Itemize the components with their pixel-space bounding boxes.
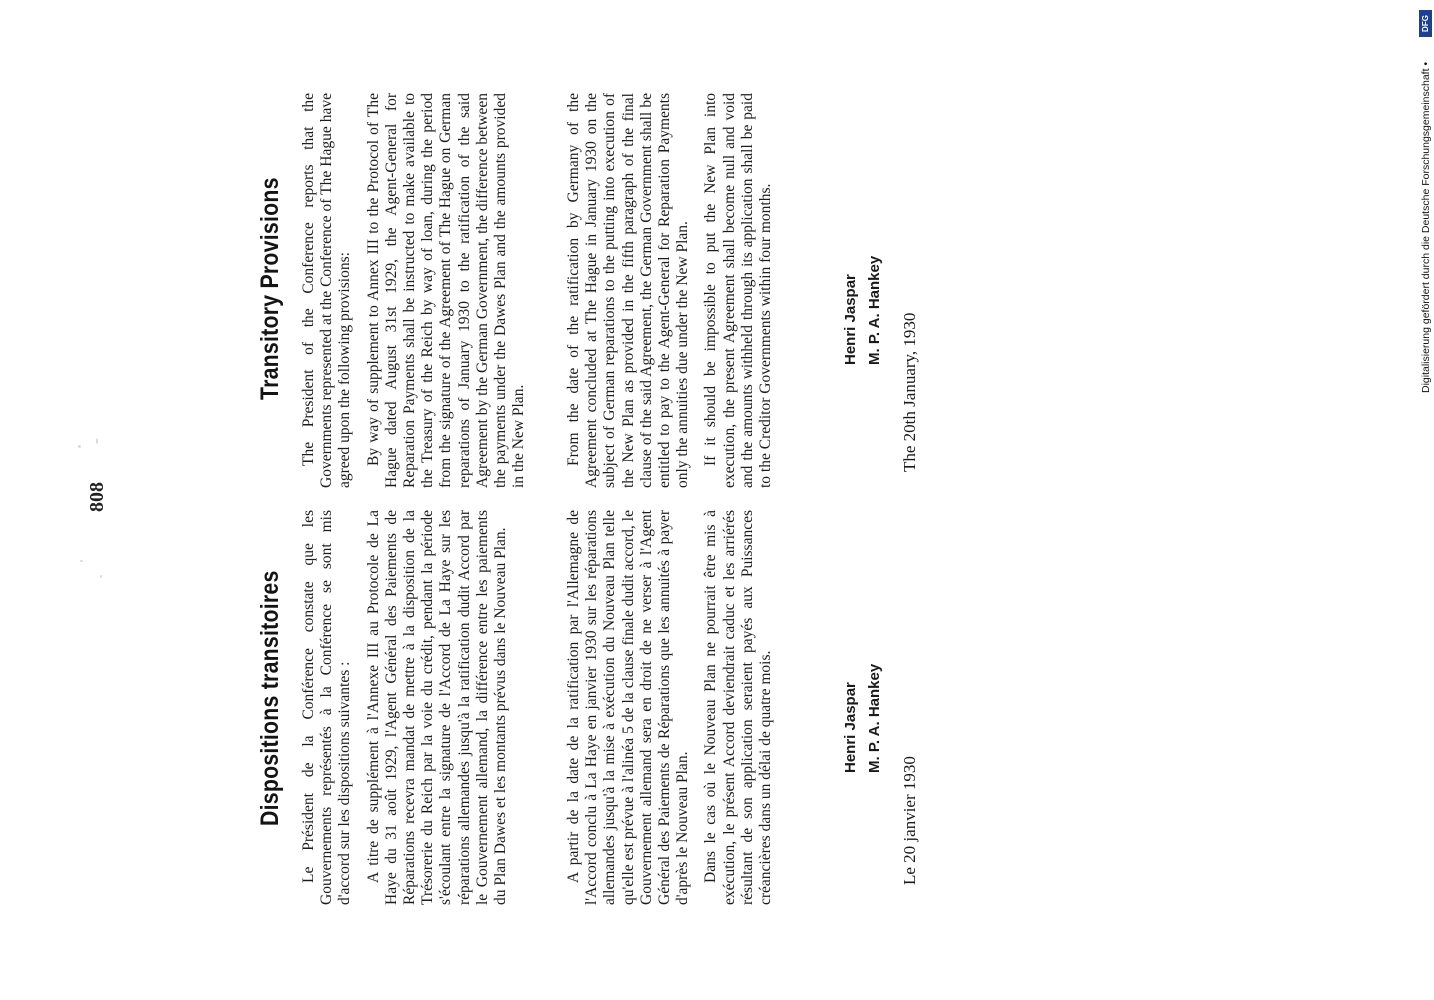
- english-body-2: [565, 93, 775, 488]
- page-number: 808: [86, 482, 108, 512]
- english-paragraph-1: The President of the Conference reports that the Governments represented at the Conference of The Hague have agreed upon the following provisions:: [300, 93, 354, 488]
- french-signatory-hankey: M. P. A. Hankey: [866, 663, 883, 773]
- french-paragraph-2: A titre de supplément à l'Annexe III au Protocole de La Haye du 31 août 1929, l'Agent Général des Paiements de Réparations recevra mandat de mettre à la disposition de la Trésorerie du Reich par la voie du crédit, pendant la période s'écoulant entre la signature de l'Accord de La Haye sur les réparations allemandes jusqu'à la ratification dudit Accord par le Gouvernement allemand, la différence entre les paiements du Plan Dawes et les montants prévus dans le Nouveau Plan.: [364, 510, 510, 905]
- digitisation-note: Digitalisierung gefördert durch die Deutsche Forschungsgemeinschaft •: [1420, 61, 1432, 393]
- french-paragraph-4: Dans le cas où le Nouveau Plan ne pourrait être mis à exécution, le présent Accord deviendrait caduc et les arriérés résultant de son application seraient payés aux Puissances créancières dans un délai de quatre mois.: [702, 510, 775, 905]
- french-body-2: [565, 510, 775, 905]
- english-signatory-jaspar: Henri Jaspar: [842, 274, 859, 365]
- dfg-logo-text: DFG: [1421, 15, 1431, 32]
- dfg-logo-icon: [1419, 10, 1432, 37]
- english-paragraph-2: By way of supplement to Annex III to the Protocol of The Hague dated August 31st 1929, the Agent-General for Reparation Payments shall be instructed to make available to the Treasury of the Reich by way of loan, during the period from the signature of the Agreement of The Hague on German reparations of January 1930 to the ratification of the said Agreement by the German Government, the difference between the payments under the Dawes Plan and the amounts provided in the New Plan.: [364, 93, 528, 488]
- english-date: The 20th January, 1930: [900, 312, 919, 472]
- french-date: Le 20 janvier 1930: [900, 756, 919, 885]
- english-signatory-hankey: M. P. A. Hankey: [866, 255, 883, 365]
- french-signatory-jaspar: Henri Jaspar: [842, 682, 859, 773]
- english-heading: Transitory Provisions: [256, 177, 284, 400]
- english-body: [300, 93, 528, 488]
- french-heading: Dispositions transitoires: [256, 570, 284, 826]
- french-paragraph-1: Le Président de la Conférence constate que les Gouvernements représentés à la Conférence se sont mis d'accord sur les dispositions suivantes :: [300, 510, 354, 905]
- english-paragraph-4: If it should be impossible to put the New Plan into execution, the present Agreement shall become null and void and the amounts withheld through its application shall be paid to the Creditor Governments within four months.: [702, 93, 775, 488]
- english-paragraph-3: From the date of the ratification by Germany of the Agreement concluded at The Hague in January 1930 on the subject of German reparations to the putting into execution of the New Plan as provided in the fifth paragraph of the final clause of the said Agreement, the German Government shall be entitled to pay to the Agent-General for Reparation Payments only the annuities due under the New Plan.: [565, 93, 692, 488]
- french-body: [300, 510, 510, 905]
- french-paragraph-3: A partir de la date de la ratification par l'Allemagne de l'Accord conclu à La Haye en janvier 1930 sur les réparations allemandes jusqu'à la mise à exécution du Nouveau Plan telle qu'elle est prévue à l'alinéa 5 de la clause finale dudit accord, le Gouvernement allemand sera en droit de ne verser à l'Agent Général des Paiements de Réparations que les annuités à payer d'après le Nouveau Plan.: [565, 510, 692, 905]
